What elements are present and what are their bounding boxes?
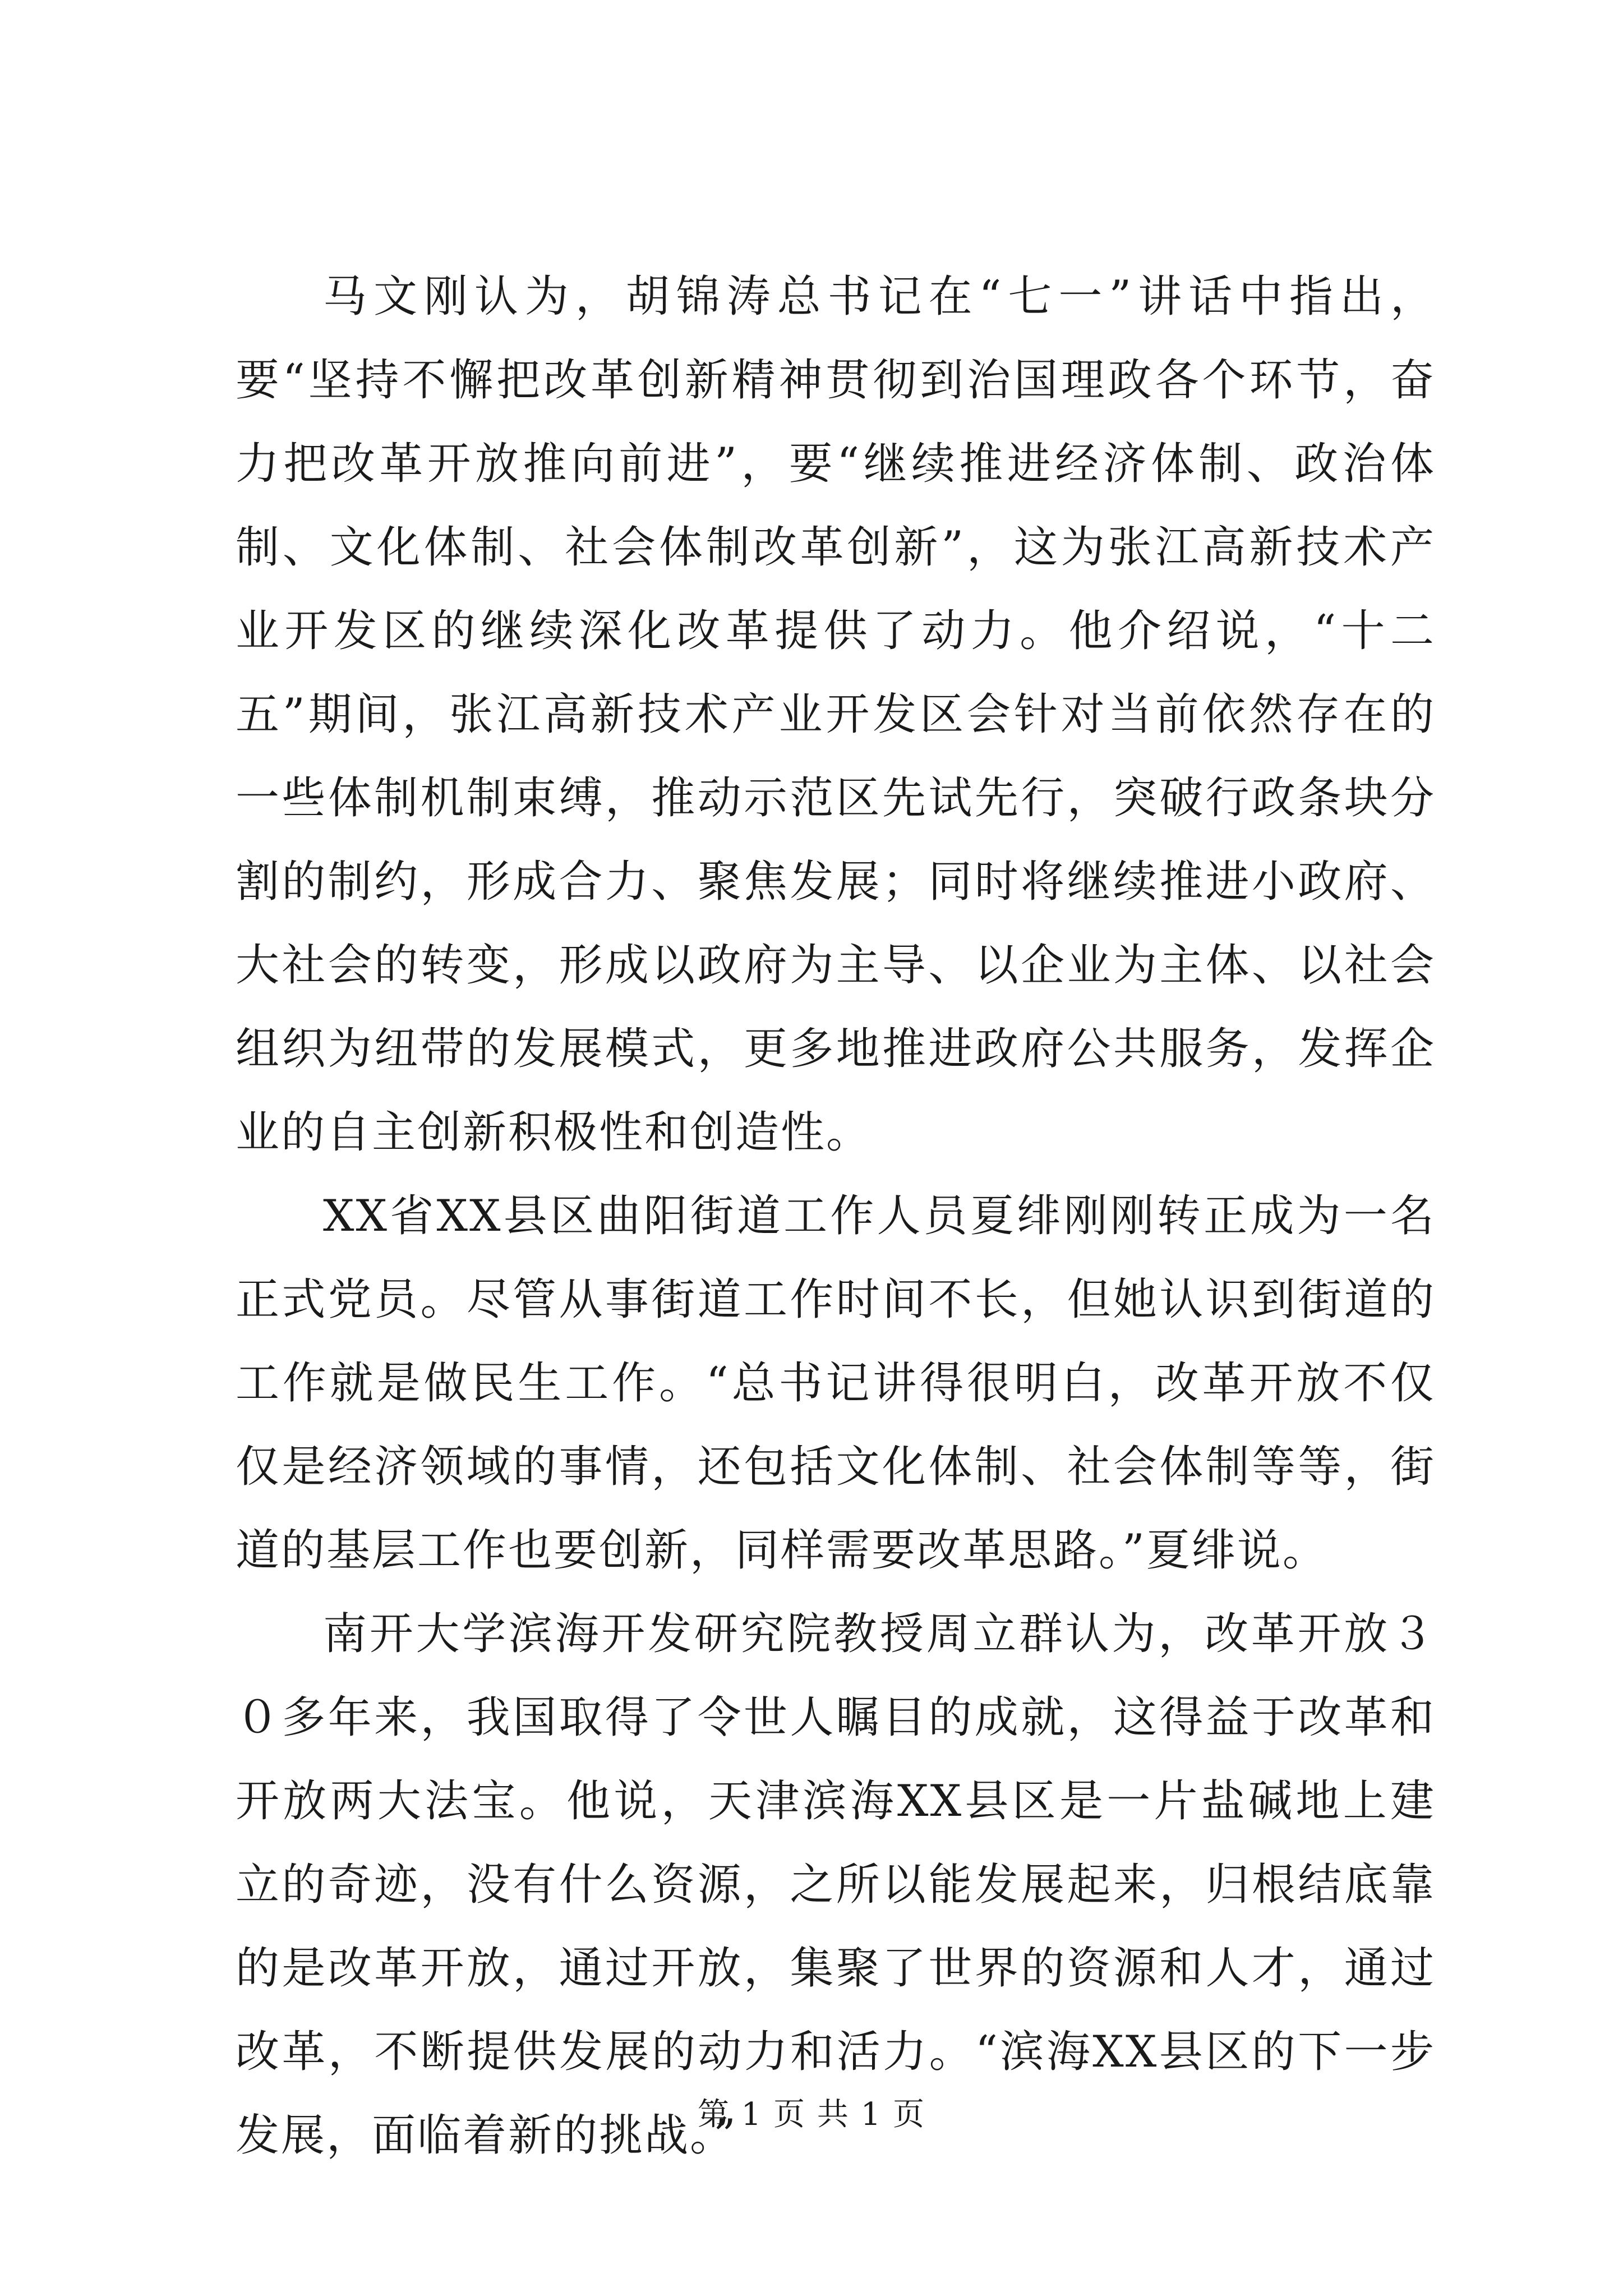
page-number-footer: 第 1 页 共 1 页: [697, 2096, 926, 2133]
document-body: [236, 255, 1436, 2178]
paragraph-1: 马文刚认为，胡锦涛总书记在“七一”讲话中指出，要“坚持不懈把改革创新精神贯彻到治国理政各个环节，奋力把改革开放推向前进”，要“继续推进经济体制、政治体制、文化体制、社会体制改革创新”，这为张江高新技术产业开发区的继续深化改革提供了动力。他介绍说，“十二五”期间，张江高新技术产业开发区会针对当前依然存在的一些体制机制束缚，推动示范区先试先行，突破行政条块分割的制约，形成合力、聚焦发展；同时将继续推进小政府、大社会的转变，形成以政府为主导、以企业为主体、以社会组织为纽带的发展模式，更多地推进政府公共服务，发挥企业的自主创新积极性和创造性。: [236, 272, 1436, 1158]
paragraph-3: 南开大学滨海开发研究院教授周立群认为，改革开放３０多年来，我国取得了令世人瞩目的成就，这得益于改革和开放两大法宝。他说，天津滨海XX县区是一片盐碱地上建立的奇迹，没有什么资源，之所以能发展起来，归根结底靠的是改革开放，通过开放，集聚了世界的资源和人才，通过改革，不断提供发展的动力和活力。“滨海XX县区的下一步发展，面临着新的挑战。”: [236, 1609, 1436, 2161]
paragraph-2: XX省XX县区曲阳街道工作人员夏绯刚刚转正成为一名正式党员。尽管从事街道工作时间不长，但她认识到街道的工作就是做民生工作。“总书记讲得很明白，改革开放不仅仅是经济领域的事情，还包括文化体制、社会体制等等，街道的基层工作也要创新，同样需要改革思路。”夏绯说。: [236, 1191, 1436, 1576]
